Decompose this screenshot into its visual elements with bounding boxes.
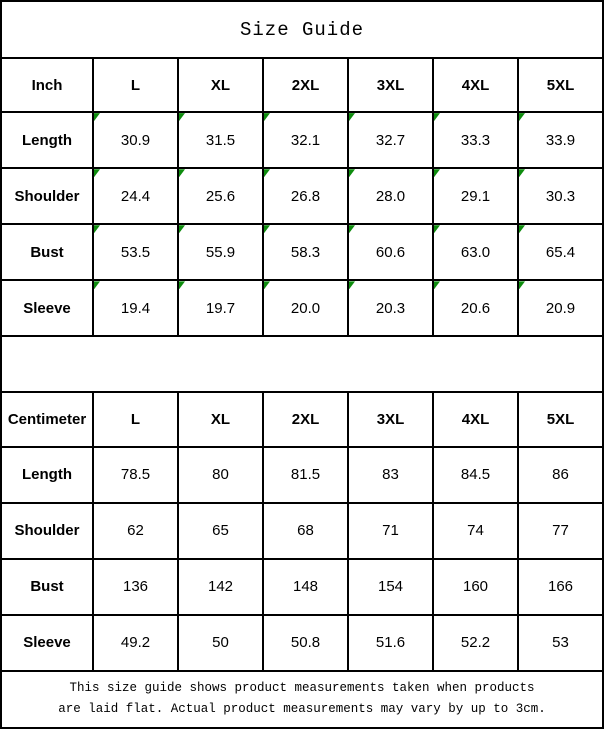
measurement-value: 29.1 (460, 187, 491, 205)
measurement-value: 136 (122, 578, 149, 596)
measurement-value: 20.3 (375, 299, 406, 317)
size-column-header: 5XL (518, 392, 603, 446)
measurement-value: 19.4 (120, 299, 151, 317)
measurement-value-cell (433, 224, 518, 280)
measurement-value-cell (93, 224, 178, 280)
measurement-value: 65 (212, 522, 229, 540)
measurement-value: 83 (382, 466, 399, 484)
measurement-value-cell (433, 615, 518, 671)
measurement-value-cell (518, 224, 603, 280)
measurement-value: 51.6 (375, 634, 406, 652)
measurement-value: 58.3 (290, 243, 321, 261)
measurement-value-cell (93, 112, 178, 168)
green-corner-marker-icon (179, 281, 185, 289)
measurement-value-cell (518, 280, 603, 336)
unit-header-inch: Inch (1, 58, 93, 112)
measurement-value-cell (433, 112, 518, 168)
measurement-value-cell (433, 280, 518, 336)
measurement-value-cell (348, 559, 433, 615)
table-row (1, 168, 603, 224)
measurement-value-cell (263, 224, 348, 280)
measurement-label: Bust (1, 224, 93, 280)
measurement-value-cell (348, 168, 433, 224)
measurement-label: Length (1, 112, 93, 168)
size-column-header: L (93, 58, 178, 112)
measurement-value: 68 (297, 522, 314, 540)
unit-header-centimeter: Centimeter (1, 392, 93, 446)
measurement-value: 62 (127, 522, 144, 540)
measurement-label: Length (1, 447, 93, 503)
measurement-value: 30.3 (545, 187, 576, 205)
measurement-value-cell (263, 168, 348, 224)
measurement-label: Shoulder (1, 168, 93, 224)
measurement-value: 63.0 (460, 243, 491, 261)
green-corner-marker-icon (519, 225, 525, 233)
measurement-value: 52.2 (460, 634, 491, 652)
measurement-value-cell (93, 447, 178, 503)
green-corner-marker-icon (519, 281, 525, 289)
size-note-line: This size guide shows product measurements taken when products (69, 681, 535, 696)
green-corner-marker-icon (179, 113, 185, 121)
green-corner-marker-icon (264, 113, 270, 121)
measurement-value: 71 (382, 522, 399, 540)
measurement-value: 24.4 (120, 187, 151, 205)
green-corner-marker-icon (94, 113, 100, 121)
size-column-header: 2XL (263, 392, 348, 446)
green-corner-marker-icon (434, 225, 440, 233)
measurement-value: 20.6 (460, 299, 491, 317)
measurement-value: 25.6 (205, 187, 236, 205)
measurement-value-cell (348, 280, 433, 336)
size-note-line: are laid flat. Actual product measurements may vary by up to 3cm. (58, 702, 546, 717)
measurement-value-cell (433, 168, 518, 224)
measurement-value: 50.8 (290, 634, 321, 652)
measurement-value-cell (178, 112, 263, 168)
measurement-value: 50 (212, 634, 229, 652)
measurement-value: 142 (207, 578, 234, 596)
measurement-value: 20.0 (290, 299, 321, 317)
green-corner-marker-icon (94, 225, 100, 233)
measurement-value-cell (263, 280, 348, 336)
green-corner-marker-icon (94, 169, 100, 177)
measurement-value-cell (518, 503, 603, 559)
table-row (1, 615, 603, 671)
measurement-value-cell (178, 447, 263, 503)
table-row (1, 559, 603, 615)
measurement-value: 86 (552, 466, 569, 484)
measurement-value: 49.2 (120, 634, 151, 652)
footer-row (1, 671, 603, 728)
table-row (1, 224, 603, 280)
size-column-header: 2XL (263, 58, 348, 112)
measurement-value: 80 (212, 466, 229, 484)
size-column-header: 3XL (348, 58, 433, 112)
measurement-value-cell (263, 112, 348, 168)
measurement-value: 65.4 (545, 243, 576, 261)
measurement-value-cell (263, 615, 348, 671)
measurement-value: 19.7 (205, 299, 236, 317)
measurement-value: 33.9 (545, 131, 576, 149)
size-column-header: 4XL (433, 58, 518, 112)
measurement-label: Bust (1, 559, 93, 615)
measurement-value-cell (348, 447, 433, 503)
measurement-value-cell (93, 168, 178, 224)
measurement-value: 160 (462, 578, 489, 596)
size-column-header: L (93, 392, 178, 446)
green-corner-marker-icon (434, 113, 440, 121)
measurement-value-cell (263, 503, 348, 559)
measurement-value: 154 (377, 578, 404, 596)
measurement-value: 20.9 (545, 299, 576, 317)
measurement-value: 81.5 (290, 466, 321, 484)
measurement-value-cell (433, 447, 518, 503)
measurement-value: 148 (292, 578, 319, 596)
table-row (1, 280, 603, 336)
title-row (1, 1, 603, 58)
green-corner-marker-icon (349, 225, 355, 233)
size-column-header: 5XL (518, 58, 603, 112)
green-corner-marker-icon (179, 225, 185, 233)
size-column-header: 4XL (433, 392, 518, 446)
size-note (1, 671, 603, 728)
spacer-row (1, 336, 603, 392)
green-corner-marker-icon (349, 113, 355, 121)
measurement-value: 74 (467, 522, 484, 540)
green-corner-marker-icon (264, 281, 270, 289)
inch-header-row (1, 58, 603, 112)
measurement-value-cell (178, 224, 263, 280)
measurement-value: 77 (552, 522, 569, 540)
table-row (1, 447, 603, 503)
measurement-value-cell (93, 559, 178, 615)
measurement-value: 32.1 (290, 131, 321, 149)
cm-header-row (1, 392, 603, 446)
size-column-header: XL (178, 58, 263, 112)
measurement-value: 53 (552, 634, 569, 652)
measurement-value-cell (518, 168, 603, 224)
measurement-label: Shoulder (1, 503, 93, 559)
green-corner-marker-icon (349, 169, 355, 177)
green-corner-marker-icon (519, 169, 525, 177)
measurement-value: 32.7 (375, 131, 406, 149)
measurement-value-cell (433, 503, 518, 559)
measurement-value-cell (348, 503, 433, 559)
measurement-value-cell (263, 559, 348, 615)
green-corner-marker-icon (434, 281, 440, 289)
measurement-value-cell (433, 559, 518, 615)
green-corner-marker-icon (264, 225, 270, 233)
green-corner-marker-icon (349, 281, 355, 289)
measurement-value-cell (178, 559, 263, 615)
measurement-value-cell (348, 224, 433, 280)
measurement-value: 78.5 (120, 466, 151, 484)
table-row (1, 503, 603, 559)
measurement-value: 26.8 (290, 187, 321, 205)
measurement-value: 28.0 (375, 187, 406, 205)
measurement-value-cell (518, 112, 603, 168)
green-corner-marker-icon (519, 113, 525, 121)
measurement-value-cell (93, 503, 178, 559)
size-column-header: 3XL (348, 392, 433, 446)
measurement-label: Sleeve (1, 280, 93, 336)
measurement-value-cell (348, 112, 433, 168)
green-corner-marker-icon (434, 169, 440, 177)
measurement-value-cell (263, 447, 348, 503)
measurement-value-cell (518, 559, 603, 615)
measurement-value: 53.5 (120, 243, 151, 261)
table-row (1, 112, 603, 168)
measurement-value-cell (93, 615, 178, 671)
green-corner-marker-icon (94, 281, 100, 289)
measurement-value-cell (348, 615, 433, 671)
measurement-value: 33.3 (460, 131, 491, 149)
measurement-value-cell (178, 615, 263, 671)
measurement-value: 166 (547, 578, 574, 596)
measurement-value: 31.5 (205, 131, 236, 149)
measurement-value: 55.9 (205, 243, 236, 261)
measurement-value-cell (93, 280, 178, 336)
spacer-cell (1, 336, 603, 392)
measurement-label: Sleeve (1, 615, 93, 671)
measurement-value-cell (178, 280, 263, 336)
measurement-value: 60.6 (375, 243, 406, 261)
page-title: Size Guide (1, 1, 603, 58)
green-corner-marker-icon (264, 169, 270, 177)
measurement-value-cell (518, 615, 603, 671)
size-column-header: XL (178, 392, 263, 446)
measurement-value: 30.9 (120, 131, 151, 149)
measurement-value-cell (178, 168, 263, 224)
measurement-value: 84.5 (460, 466, 491, 484)
measurement-value-cell (518, 447, 603, 503)
green-corner-marker-icon (179, 169, 185, 177)
measurement-value-cell (178, 503, 263, 559)
